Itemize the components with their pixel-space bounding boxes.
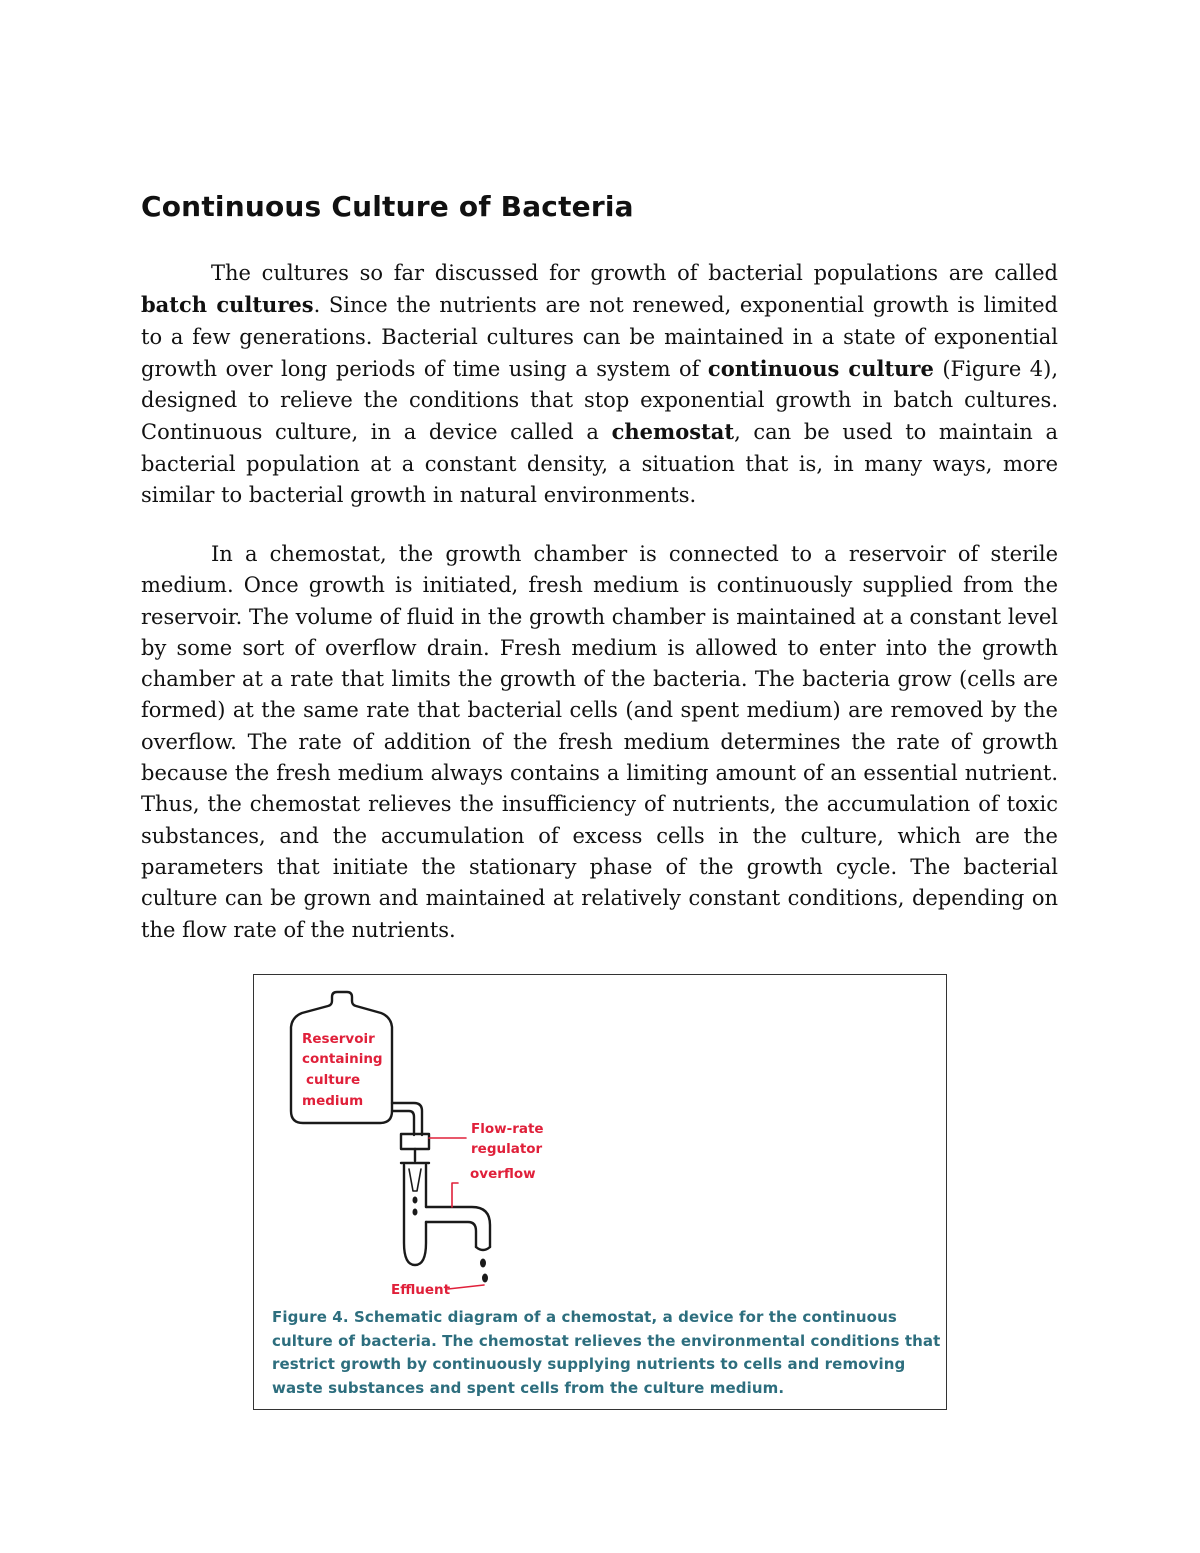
drop-icon: [413, 1209, 418, 1216]
paragraph-chemostat: In a chemostat, the growth chamber is connected to a reservoir of sterile medium. Once growth is initiated, fresh medium is continuously supplied from the reservoir. The volume of fluid in the growth chamber is maintained at a constant level by some sort of overflow drain. Fresh medium is allowed to enter into the growth chamber at a rate that limits the growth of the bacteria. The bacteria grow (cells are formed) at the same rate that bacterial cells (and spent medium) are removed by the overflow. The rate of addition of the fresh medium determines the rate of growth because the fresh medium always contains a limiting amount of an essential nutrient. Thus, the chemostat relieves the insufficiency of nutrients, the accumulation of toxic substances, and the accumulation of excess cells in the culture, which are the parameters that initiate the stationary phase of the growth cycle. The bacterial culture can be grown and maintained at relatively constant conditions, depending on the flow rate of the nutrients.: [141, 542, 1058, 942]
label-overflow: overflow: [470, 1166, 536, 1182]
label-reservoir-3: culture: [306, 1072, 361, 1088]
term-batch-cultures: batch cultures: [141, 292, 314, 318]
flow-regulator: [401, 1134, 429, 1149]
term-continuous-culture: continuous culture: [707, 355, 934, 381]
term-chemostat: chemostat: [611, 419, 735, 445]
label-effluent: Effluent: [391, 1282, 451, 1298]
figure-caption: Figure 4. Schematic diagram of a chemostat, a device for the continuous culture of bacteria. The chemostat relieves the environmental conditions that restrict growth by continuously supplying nutrients to cells and removing waste substances and spent cells from the culture medium.: [272, 1308, 941, 1397]
overflow-pipe: [426, 1207, 490, 1247]
paragraph-text: , can be used to maintain a bacterial population at a constant density, a situation that is, in many ways, more similar to bacterial growth in natural environments.: [141, 420, 1058, 508]
label-flowrate-2: regulator: [471, 1141, 543, 1157]
feed-tube: [392, 1103, 422, 1135]
label-reservoir-2: containing: [302, 1051, 383, 1067]
drop-icon: [482, 1274, 488, 1283]
leader-overflow: [452, 1183, 458, 1207]
paragraph-batch-cultures: [141, 258, 1058, 511]
drop-icon: [480, 1259, 486, 1268]
page-title: Continuous Culture of Bacteria: [141, 190, 634, 223]
paragraph-text: The cultures so far discussed for growth of bacterial populations are called: [211, 261, 1058, 285]
leader-effluent: [448, 1285, 484, 1289]
label-flowrate-1: Flow-rate: [471, 1121, 544, 1137]
label-reservoir-4: medium: [302, 1093, 364, 1109]
label-reservoir-1: Reservoir: [302, 1031, 375, 1047]
paragraph-text: (Figure 4), designed to relieve the conditions that stop exponential growth in batch cultures. Continuous culture, in a device called a: [141, 356, 1058, 445]
drop-icon: [413, 1197, 418, 1204]
figure-chemostat: [253, 974, 947, 1410]
paragraph-text: . Since the nutrients are not renewed, exponential growth is limited to a few generations. Bacterial cultures can be maintained in a state of exponential growth over long periods of time using a system of: [141, 293, 1058, 381]
